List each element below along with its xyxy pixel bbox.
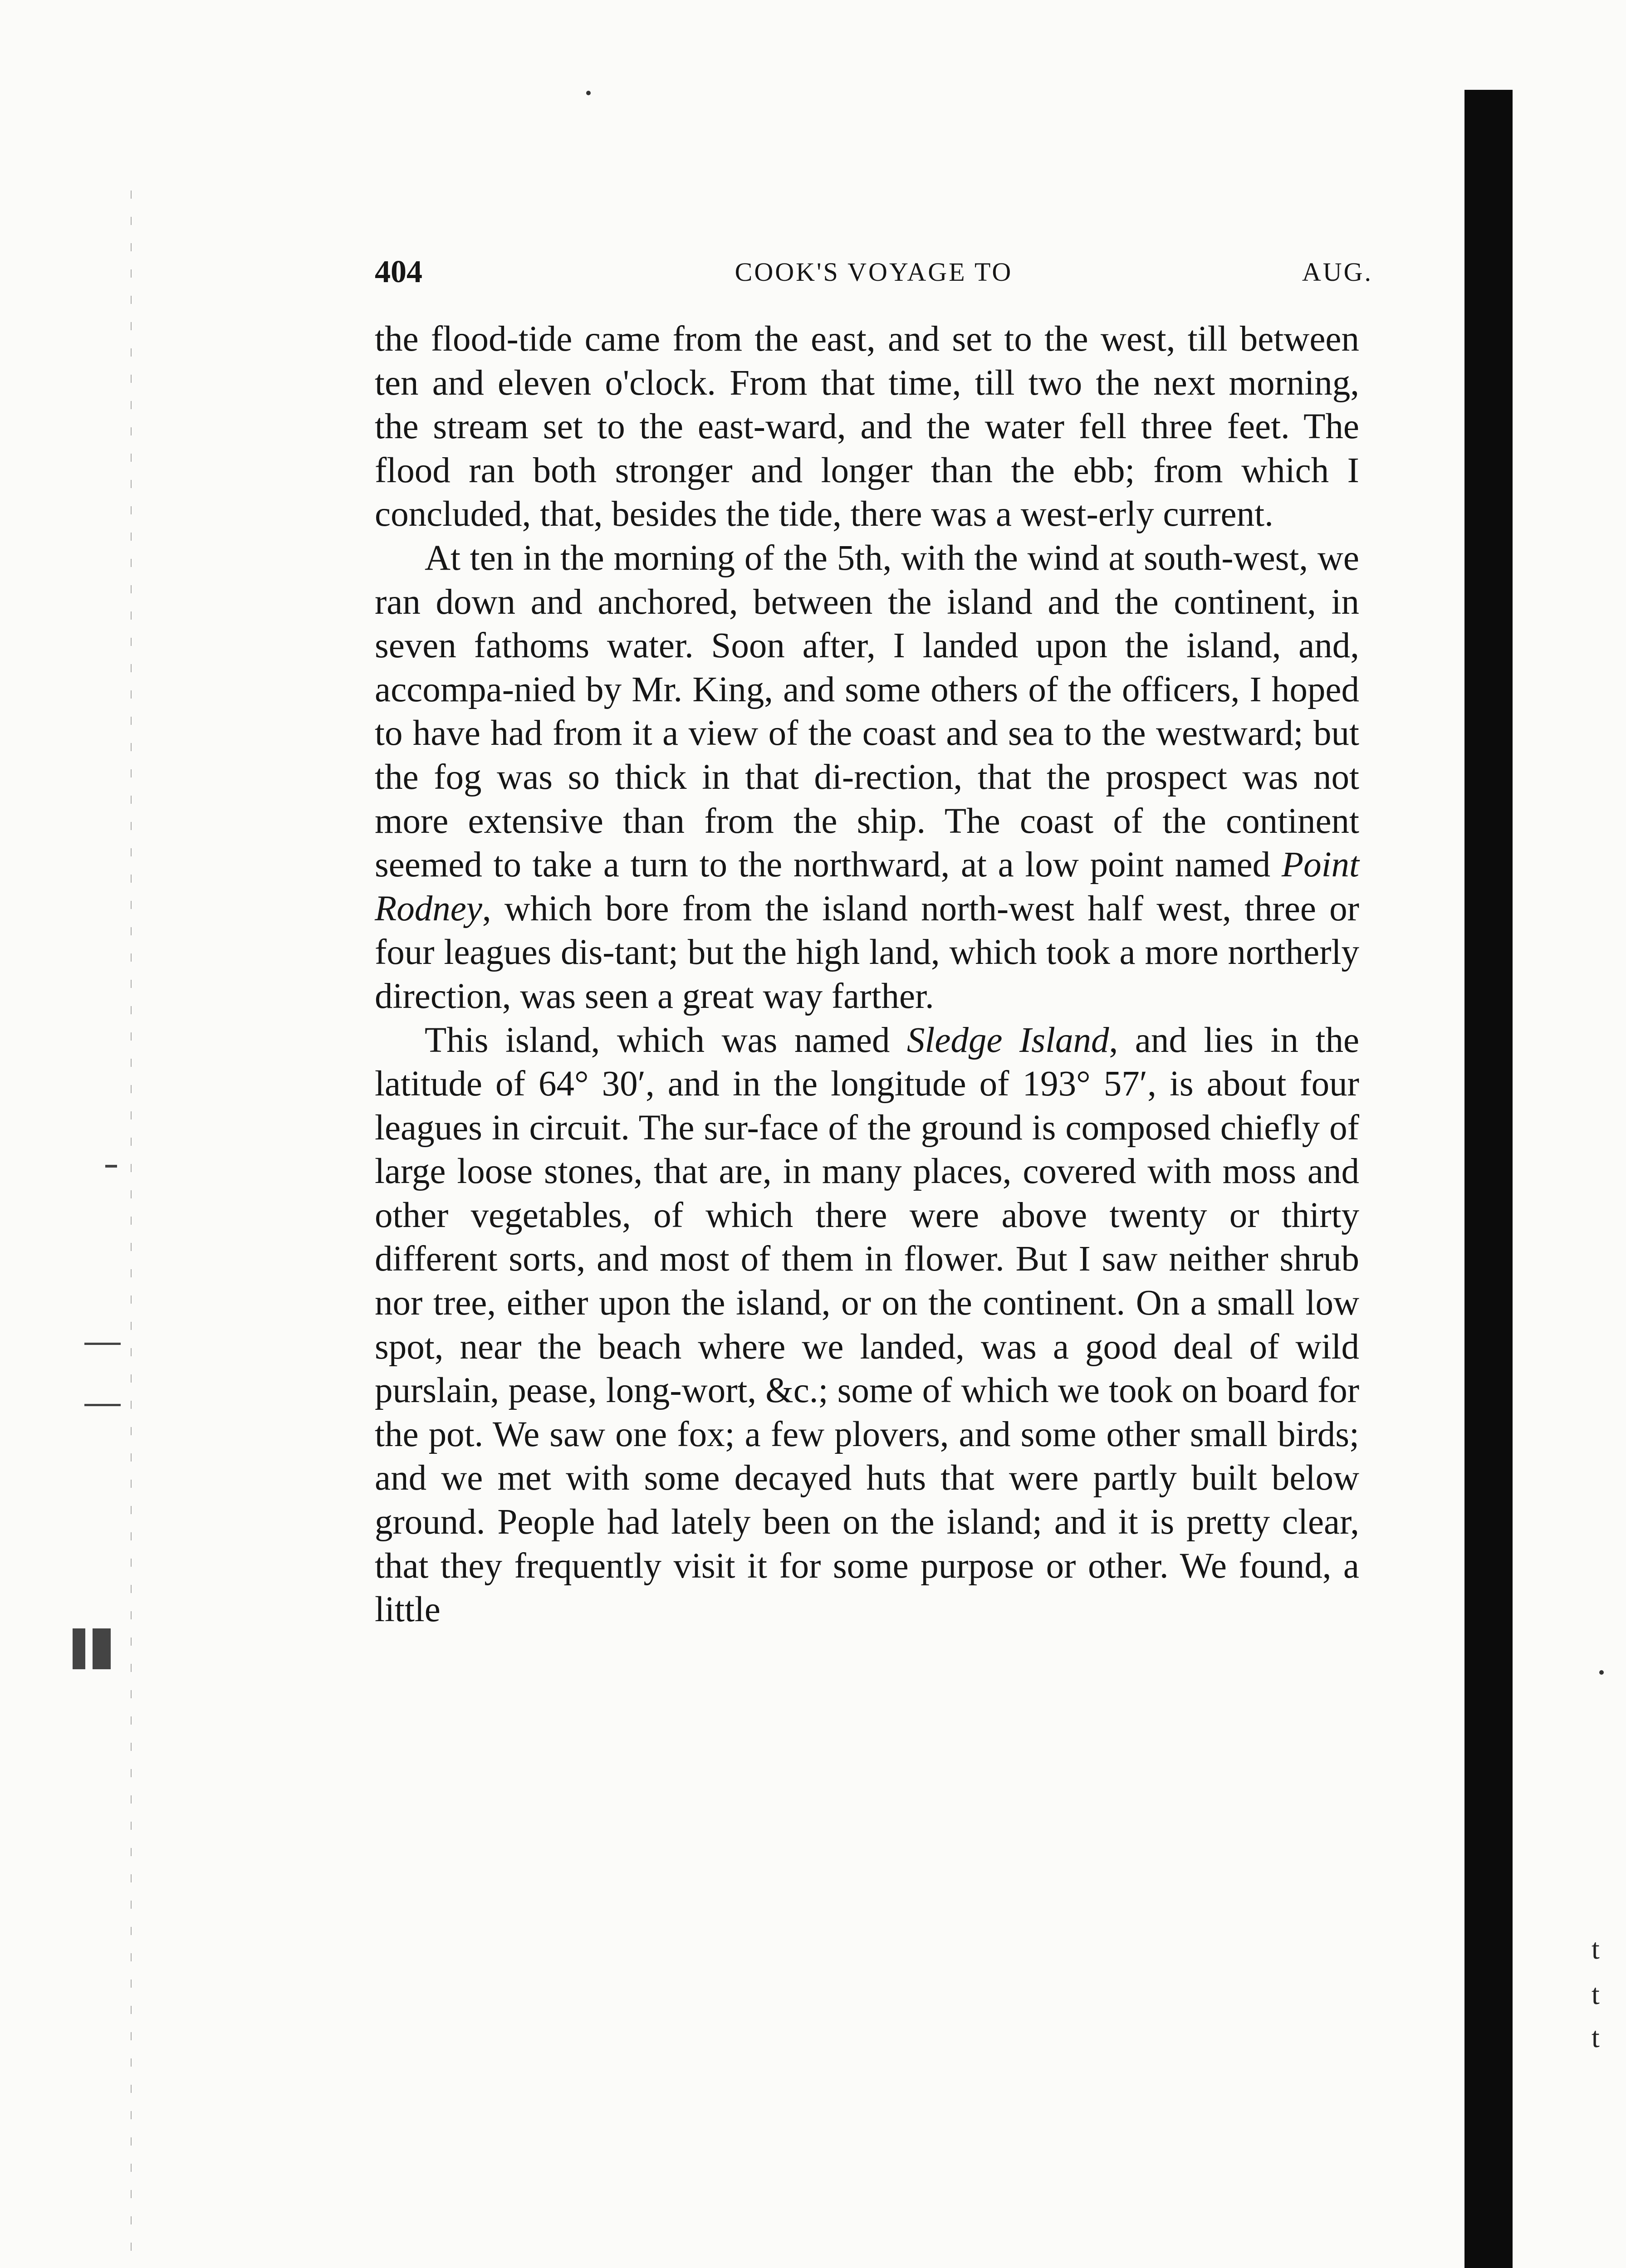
gutter-mark <box>93 1628 111 1669</box>
margin-mark: t <box>1592 1933 1600 1965</box>
paragraph <box>375 318 1359 537</box>
text-run: the flood-tide came from the east, and set to the west, till between ten and eleven o'clock. From that time, till two the next morning, the stream set to the east-ward, and the water fell three feet. The flood ran both stronger and longer than the ebb; from which I concluded, that, besides the tide, there was a west-erly current. <box>375 319 1359 534</box>
gutter-mark <box>105 1165 117 1168</box>
gutter-mark <box>84 1404 121 1406</box>
paragraph <box>375 537 1359 1019</box>
text-run: , which bore from the island north-west half west, three or four leagues dis-tant; but the high land, which took a more northerly direction, was seen a great way farther. <box>375 889 1359 1016</box>
margin-mark: t <box>1592 1978 1600 2010</box>
place-name-point-rodney: Point Rodney <box>375 845 1359 929</box>
body-text <box>375 318 1359 1632</box>
place-name-sledge-island: Sledge Island <box>906 1020 1109 1060</box>
text-run: At ten in the morning of the 5th, with the wind at south-west, we ran down and anchored, between the island and the continent, in seven fathoms water. Soon after, I landed upon the island, and, accompa-nied by Mr. King, and some others of the officers, I hoped to have had from it a view of the coast and sea to the westward; but the fog was so thick in that di-rection, that the prospect was not more extensive than from the ship. The coast of the continent seemed to take a turn to the northward, at a low point named <box>375 538 1359 885</box>
text-run: , and lies in the latitude of 64° 30′, and in the longitude of 193° 57′, is about four leagues in circuit. The sur-face of the ground is composed chiefly of large loose stones, that are, in many places, covered with moss and other vegetables, of which there were above twenty or thirty different sorts, and most of them in flower. But I saw neither shrub nor tree, either upon the island, or on the continent. On a small low spot, near the beach where we landed, was a good deal of wild purslain, pease, long-wort, &c.; some of which we took on board for the pot. We saw one fox; a few plovers, and some other small birds; and we met with some decayed huts that were partly built below ground. People had lately been on the island; and it is pretty clear, that they frequently visit it for some purpose or other. We found, a little <box>375 1020 1360 1630</box>
page-number: 404 <box>375 254 422 289</box>
gutter-mark <box>73 1628 85 1669</box>
scan-dot <box>1599 1670 1604 1675</box>
margin-mark: t <box>1592 2021 1600 2053</box>
paragraph <box>375 1019 1359 1632</box>
text-run: This island, which was named <box>425 1020 907 1060</box>
gutter-mark <box>84 1343 121 1345</box>
running-month: AUG. <box>1302 257 1373 287</box>
scan-dot <box>586 91 591 95</box>
running-title: COOK'S VOYAGE TO <box>735 257 1013 287</box>
running-header <box>375 252 1373 293</box>
page-edge-shadow <box>1464 90 1513 2268</box>
gutter-line <box>131 191 132 2268</box>
